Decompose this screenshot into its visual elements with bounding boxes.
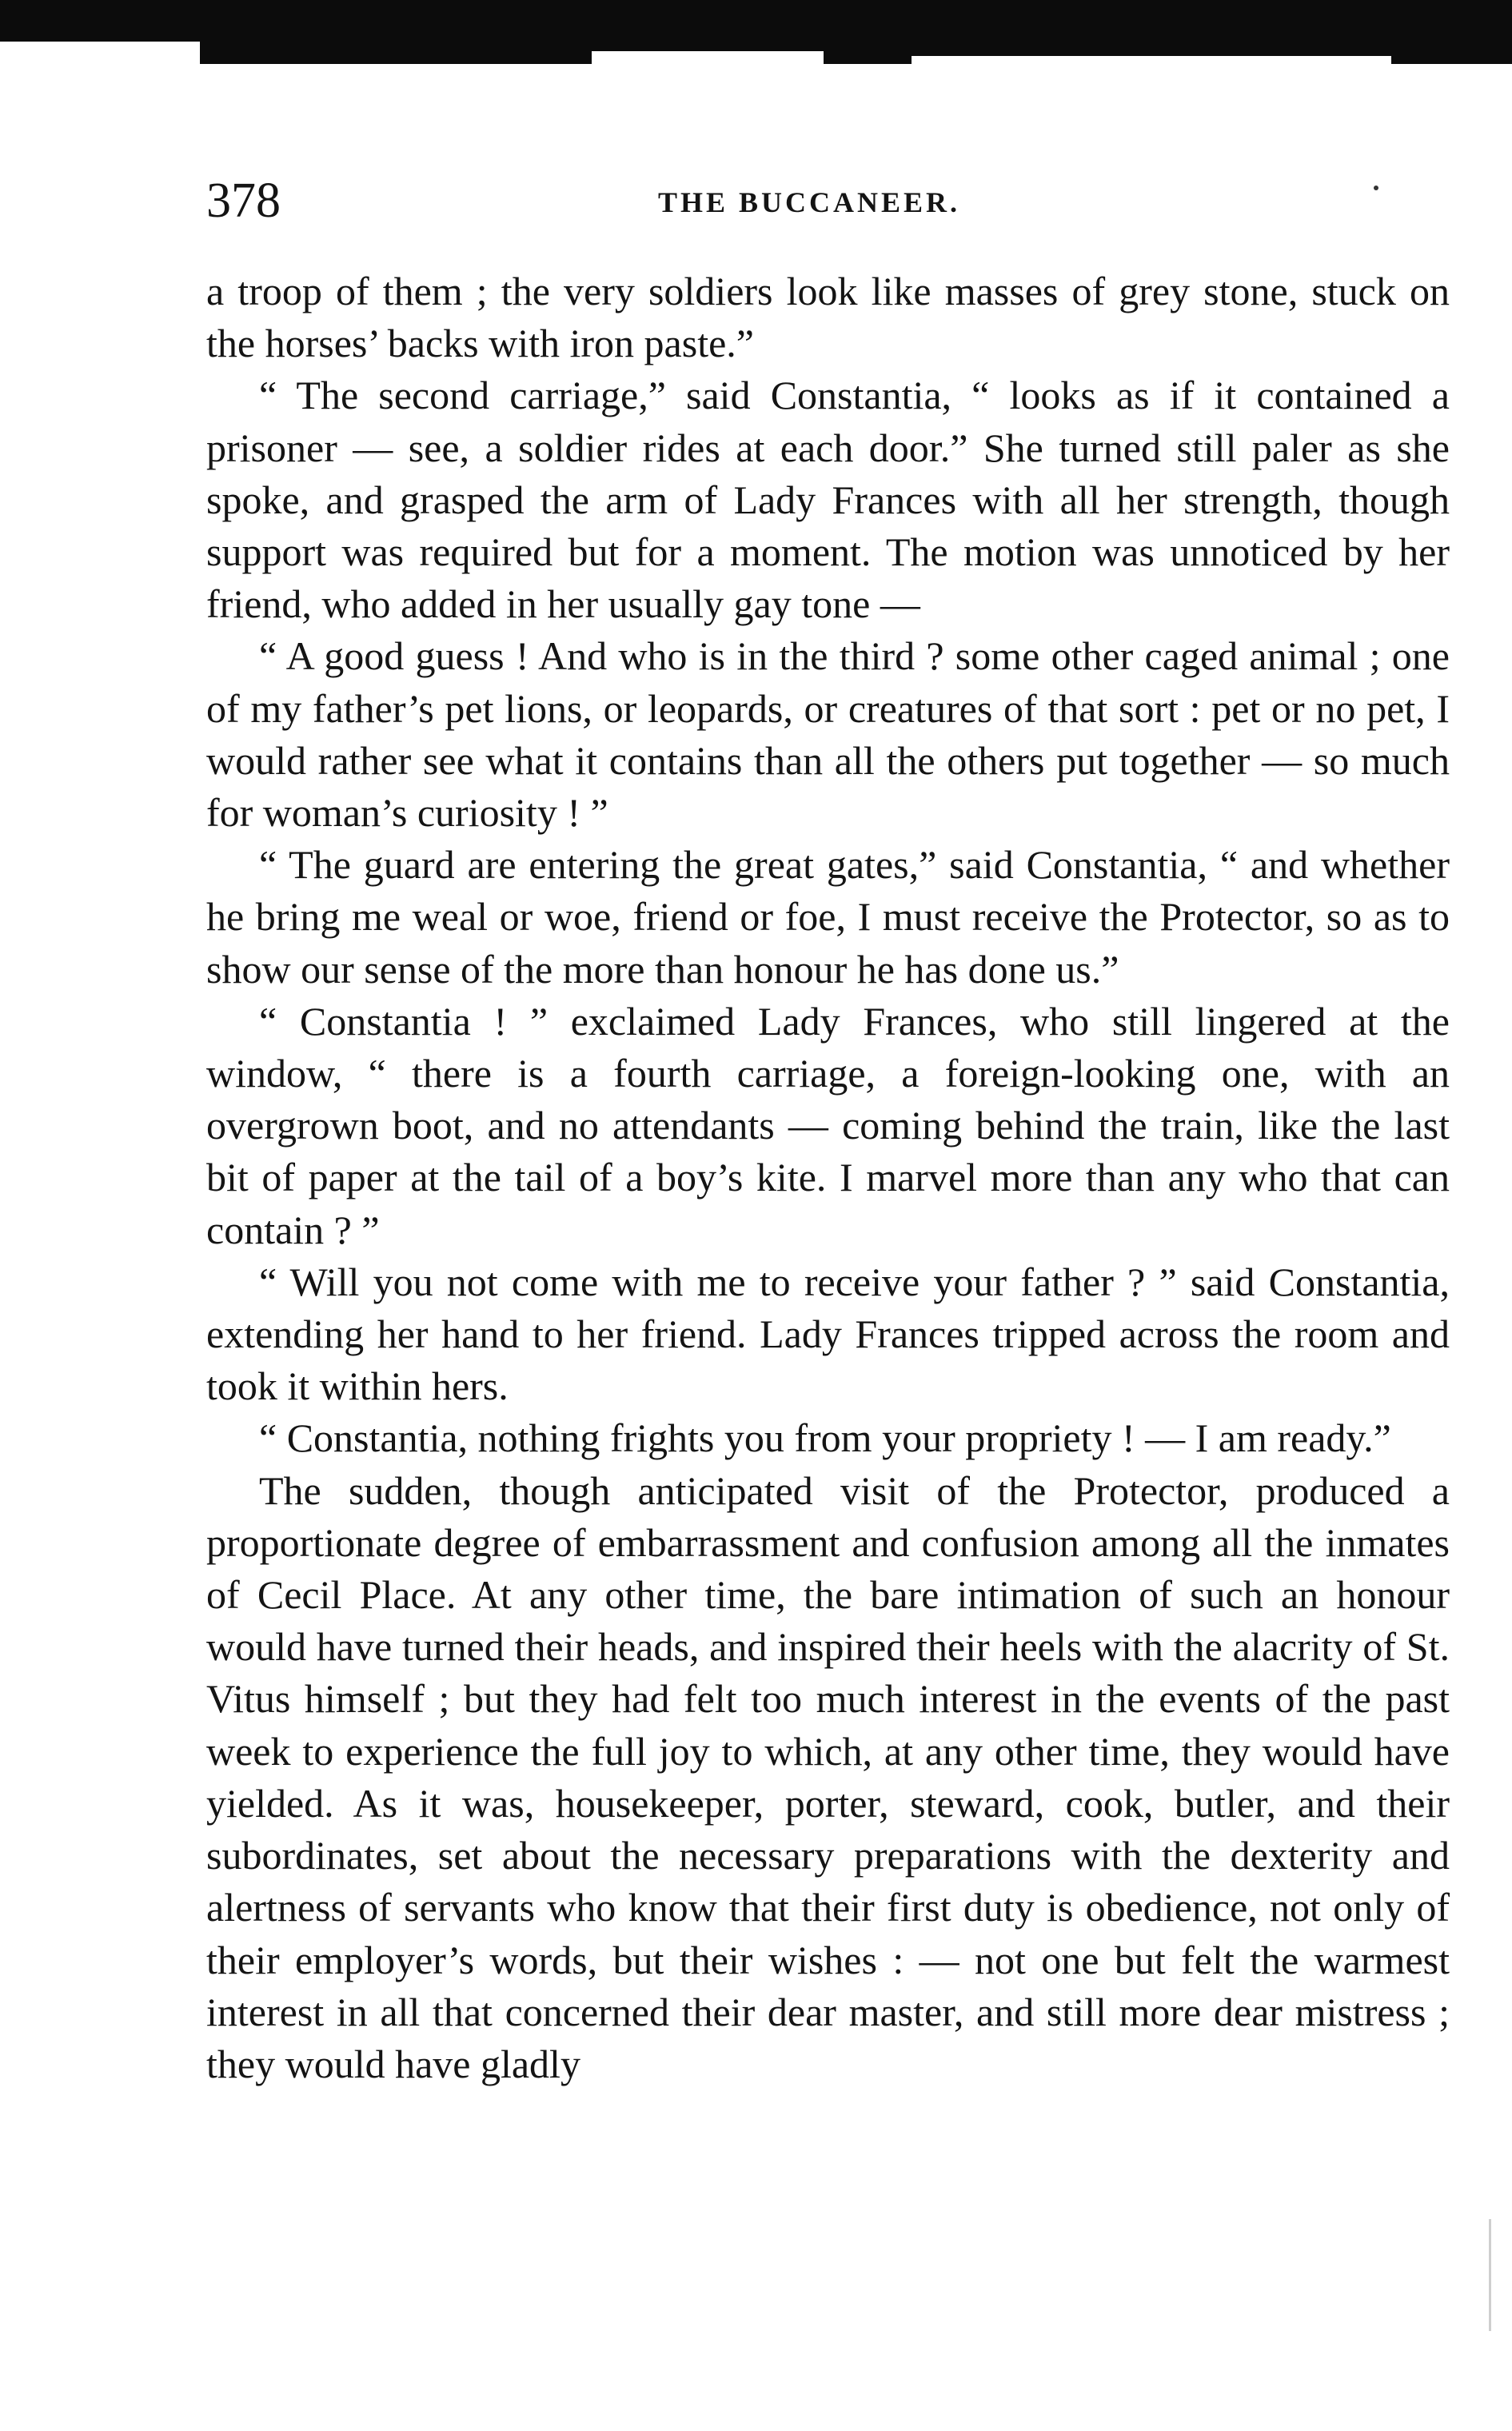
paragraph: The sudden, though anticipated visit of the Protector, produced a proportionate degree of embarrassment and confusion among all the inmates of Cecil Place. At any other time, the bare intimation of such an honour would have turned their heads, and inspired their heels with the alacrity of St. Vitus himself ; but they had felt too much interest in the events of the past week to experience the full joy to which, at any other time, they would have yielded. As it was, housekeeper, porter, steward, cook, butler, and their subordinates, set about the necessary preparations with the dexterity and alertness of servants who know that their first duty is obedience, not only of their employer’s words, but their wishes : — not one but felt the warmest interest in all that concerned their dear master, and still more dear mistress ; they would have gladly — [206, 1467, 1450, 2086]
page-number: 378 — [206, 174, 281, 228]
paragraph: “ Will you not come with me to receive your father ? ” said Constantia, extending her hand to her friend. Lady Frances tripped across the room and took it within hers. — [206, 1259, 1450, 1409]
page-header — [206, 173, 1450, 229]
scan-band-gap — [912, 56, 1391, 64]
scan-band-gap — [592, 51, 824, 64]
body-text — [206, 265, 1450, 2090]
scan-edge-mark — [1489, 2219, 1491, 2331]
paragraph: “ The second carriage,” said Constantia, “ looks as if it contained a prisoner — see, a soldier rides at each door.” She turned still paler as she spoke, and grasped the arm of Lady Frances with all her strength, though support was required but for a moment. The motion was unnoticed by her friend, who added in her usually gay tone — — [206, 373, 1450, 627]
scan-band-gap — [0, 42, 200, 64]
paragraph: “ A good guess ! And who is in the third ? some other caged animal ; one of my father’s pet lions, or leopards, or creatures of that sort : pet or no pet, I would rather see what it contains than all the others put together — so much for woman’s curiosity ! ” — [206, 633, 1450, 836]
paragraph: a troop of them ; the very soldiers look like masses of grey stone, stuck on the horses’ backs with iron paste.” — [206, 269, 1450, 366]
paragraph: “ The guard are entering the great gates,” said Constantia, “ and whether he bring me weal or woe, friend or foe, I must receive the Protector, so as to show our sense of the more than honour he has done us.” — [206, 842, 1450, 992]
paragraph: “ Constantia ! ” exclaimed Lady Frances, who still lingered at the window, “ there is a fourth carriage, a foreign-looking one, with an overgrown boot, and no attendants — coming behind the train, like the last bit of paper at the tail of a boy’s kite. I marvel more than any who that can contain ? ” — [206, 998, 1450, 1252]
paragraph: “ Constantia, nothing frights you from your propriety ! — I am ready.” — [259, 1415, 1391, 1461]
scan-top-band — [0, 0, 1512, 64]
running-title: THE BUCCANEER. — [658, 186, 961, 218]
